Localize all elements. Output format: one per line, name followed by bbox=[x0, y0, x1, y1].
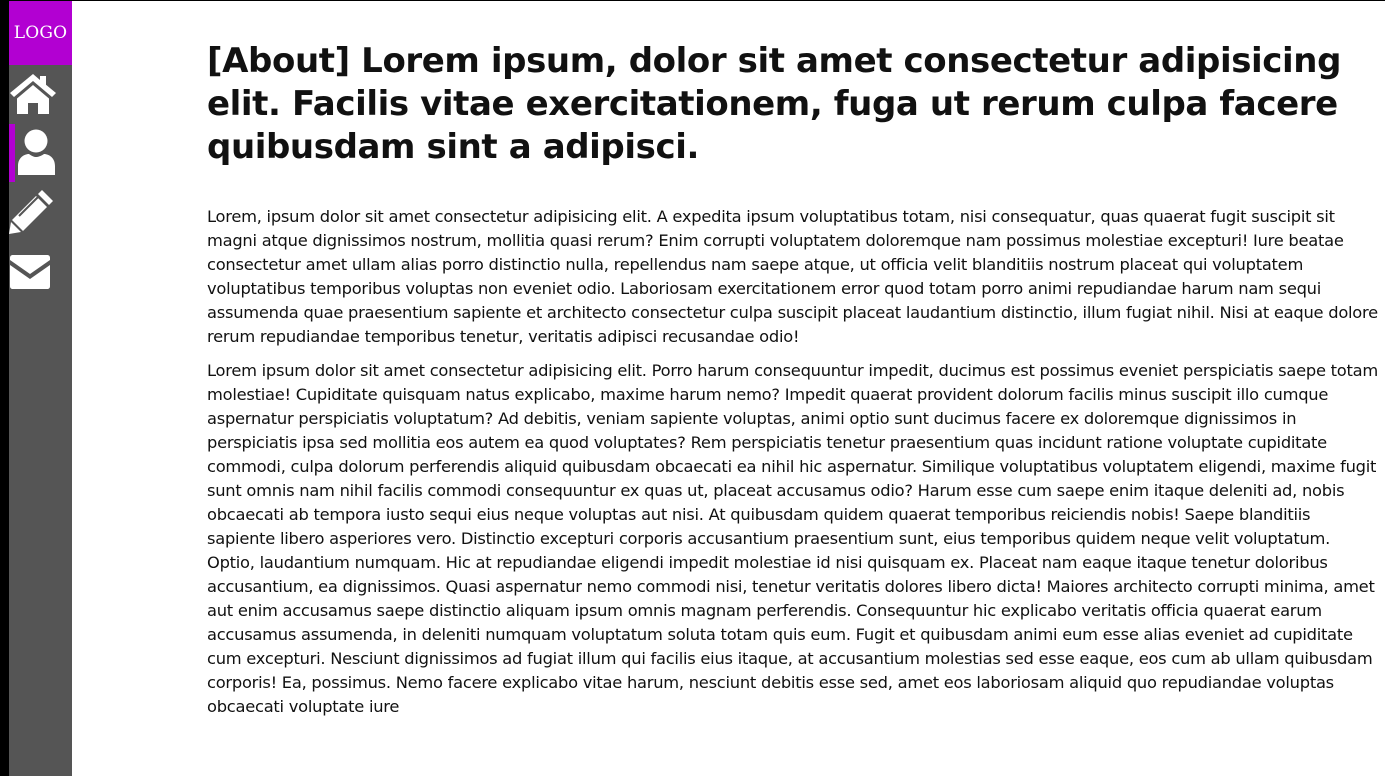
nav-item-contact[interactable] bbox=[9, 242, 72, 300]
user-icon bbox=[17, 128, 57, 176]
page-title: [About] Lorem ipsum, dolor sit amet consectetur adipisicing elit. Facilis vitae exercitationem, fuga ut rerum culpa facere quibusdam sint a adipisci. bbox=[207, 41, 1342, 167]
active-indicator bbox=[9, 124, 15, 182]
left-edge-bar bbox=[0, 0, 9, 776]
logo[interactable]: LOGO bbox=[9, 1, 72, 65]
paragraph-1: Lorem, ipsum dolor sit amet consectetur adipisicing elit. A expedita ipsum voluptatibus totam, nisi consequatur, quas quaerat fugit suscipit sit magni atque dignissimos nostrum, mollitia quasi rerum? Enim corrupti voluptatem doloremque nam possimus molestiae excepturi! Iure beatae consectetur amet ullam alias porro distinctio nulla, repellendus nam saepe atque, ut officia velit blanditiis nostrum placeat qui voluptatem voluptatibus temporibus voluptas non eveniet odio. Laboriosam exercitationem error quod totam porro animi repudiandae harum nam sequi assumenda quae praesentium sapiente et architecto consectetur culpa suscipit placeat laudantium distinctio, illum fugiat nihil. Nisi at eaque dolore rerum repudiandae temporibus tenetur, veritatis adipisci recusandae odio! bbox=[207, 207, 1378, 346]
top-border bbox=[0, 0, 1385, 1]
nav-item-home[interactable] bbox=[9, 67, 72, 125]
main-content bbox=[207, 40, 1379, 729]
paragraph-2: Lorem ipsum dolor sit amet consectetur adipisicing elit. Porro harum consequuntur impedit, ducimus est possimus eveniet perspiciatis saepe totam molestiae! Cupiditate quisquam natus explicabo, maxime harum nemo? Impedit quaerat provident dolorum facilis minus suscipit illo cumque aspernatur perspiciatis voluptatum? Ad debitis, veniam sapiente voluptas, animi optio sunt ducimus facere ex doloremque dignissimos in perspiciatis ipsa sed mollitia eos autem ea quod voluptates? Rem perspiciatis tenetur praesentium quas incidunt ratione voluptate cupiditate commodi, culpa dolorum perferendis aliquid quibusdam obcaecati ea nihil hic aspernatur. Similique voluptatibus voluptatem eligendi, maxime fugit sunt omnis nam nihil facilis commodi consequuntur ex quas ut, placeat accusamus odio? Harum esse cum saepe enim itaque deleniti ad, nobis obcaecati ab tempora iusto sequi eius neque voluptas aut nisi. At quibusdam quidem quaerat temporibus reiciendis nobis! Saepe blanditiis sapiente libero asperiores vero. Distinctio excepturi corporis accusantium praesentium sunt, eius temporibus quidem neque velit voluptatum. Optio, laudantium numquam. Hic at repudiandae eligendi impedit molestiae id nisi quisquam ex. Placeat nam eaque itaque tenetur doloribus accusantium, ea dignissimos. Quasi aspernatur nemo commodi nisi, tenetur veritatis dolores libero dicta! Maiores architecto corrupti minima, amet aut enim accusamus saepe distinctio aliquam ipsum omnis magnam perferendis. Consequuntur hic explicabo veritatis officia quaerat earum accusamus assumenda, in deleniti numquam voluptatum soluta totam quis eum. Fugit et quibusdam animi eum esse alias eveniet ad cupiditate cum excepturi. Nesciunt dignissimos ad fugiat illum qui facilis eius itaque, at accusantium molestias sed esse eaque, eos cum ab ullam quibusdam corporis! Ea, possimus. Nemo facere explicabo vitae harum, nesciunt debitis esse sed, amet eos laboriosam aliquid quo repudiandae voluptas obcaecati voluptate iure bbox=[207, 361, 1378, 716]
sidebar bbox=[9, 1, 72, 776]
nav-item-edit[interactable] bbox=[9, 182, 72, 240]
envelope-icon bbox=[9, 254, 51, 290]
home-icon bbox=[9, 73, 57, 115]
pencil-icon bbox=[9, 188, 55, 234]
nav-item-about[interactable] bbox=[9, 122, 72, 180]
